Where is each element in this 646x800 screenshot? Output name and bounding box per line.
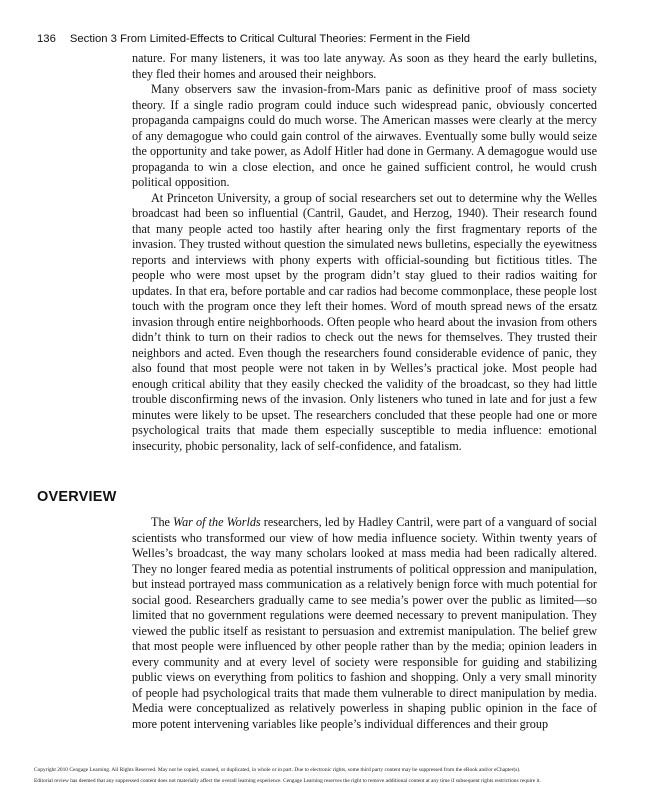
running-header (37, 33, 627, 45)
overview-text-column (132, 515, 597, 732)
overview-body: researchers, led by Hadley Cantril, were part of a vanguard of social scientists who transformed our view of how media influence society. Within twenty years of Welles’s broadcast, the way many scholars looked at mass media had been radically altered. They no longer feared media as potential instruments of political oppression and manipulation, but instead portrayed mass communication as a relatively benign force with much potential for social good. Researchers gradually came to see media’s power over the public as limited—so limited that no government regulations were deemed necessary to prevent manipulation. They viewed the public itself as resistant to persuasion and extremist manipulation. The belief grew that most people were influenced by other people rather than by the media; opinion leaders in every community and at every level of society were responsible for guiding and stabilizing public views on everything from politics to fashion and shopping. Only a very small minority of people had psychological traits that made them vulnerable to direct manipulation by media. Media were conceptualized as relatively powerless in shaping public opinion in the face of more potent intervening variables like people’s individual differences and their group (132, 515, 597, 731)
paragraph-1: nature. For many listeners, it was too late anyway. As soon as they heard the early bulletins, they fled their homes and aroused their neighbors. (132, 51, 597, 81)
overview-paragraph (132, 515, 597, 732)
body-text-column (132, 51, 597, 454)
book-title-italic: War of the Worlds (173, 515, 261, 529)
paragraph-2: Many observers saw the invasion-from-Mars panic as definitive proof of mass society theory. If a single radio program could induce such widespread panic, obviously concerted propaganda campaigns could do much worse. The American masses were clearly at the mercy of any demagogue who could gain control of the airwaves. Eventually some bully would seize the opportunity and take power, as Adolf Hitler had done in Germany. A demagogue would use propaganda to win a close election, and once he gained sufficient control, he would crush political opposition. (132, 82, 597, 189)
overview-lead: The (151, 515, 174, 529)
running-title: Section 3 From Limited-Effects to Critical Cultural Theories: Ferment in the Field (69, 33, 471, 45)
page-number: 136 (37, 33, 56, 45)
section-heading: OVERVIEW (37, 489, 117, 505)
copyright-line-1: Copyright 2010 Cengage Learning. All Rights Reserved. May not be copied, scanned, or duplicated, in whole or in part. Due to electronic rights, some third party content may be suppressed from the eBook and/or eChapter(s). (34, 767, 521, 773)
copyright-line-2: Editorial review has deemed that any suppressed content does not materially affect the overall learning experience. Cengage Learning reserves the right to remove additional content at any time if subsequent rights restrictions require it. (34, 778, 541, 784)
paragraph-3: At Princeton University, a group of social researchers set out to determine why the Welles broadcast had been so influential (Cantril, Gaudet, and Herzog, 1940). Their research found that many people acted too hastily after hearing only the first fragmentary reports of the invasion. They trusted without question the simulated news bulletins, especially the eyewitness reports and interviews with phony experts with official-sounding but fictitious titles. The people who were most upset by the program didn’t stay glued to their radios waiting for updates. In that era, before portable and car radios had become commonplace, these people lost touch with the program once they left their homes. Word of mouth spread news of the ersatz invasion through entire neighborhoods. Often people who heard about the invasion from others didn’t think to turn on their radios to check out the news for themselves. They trusted their neighbors and acted. Even though the researchers found considerable evidence of panic, they also found that most people were not taken in by Welles’s practical joke. Most people had enough critical ability that they easily checked the validity of the broadcast, so they had little trouble disconfirming news of the invasion. Only listeners who tuned in late and for just a few minutes were likely to be upset. The researchers concluded that these people had one or more psychological traits that made them especially susceptible to media influence: emotional insecurity, phobic personality, lack of self-confidence, and fatalism. (132, 190, 597, 453)
